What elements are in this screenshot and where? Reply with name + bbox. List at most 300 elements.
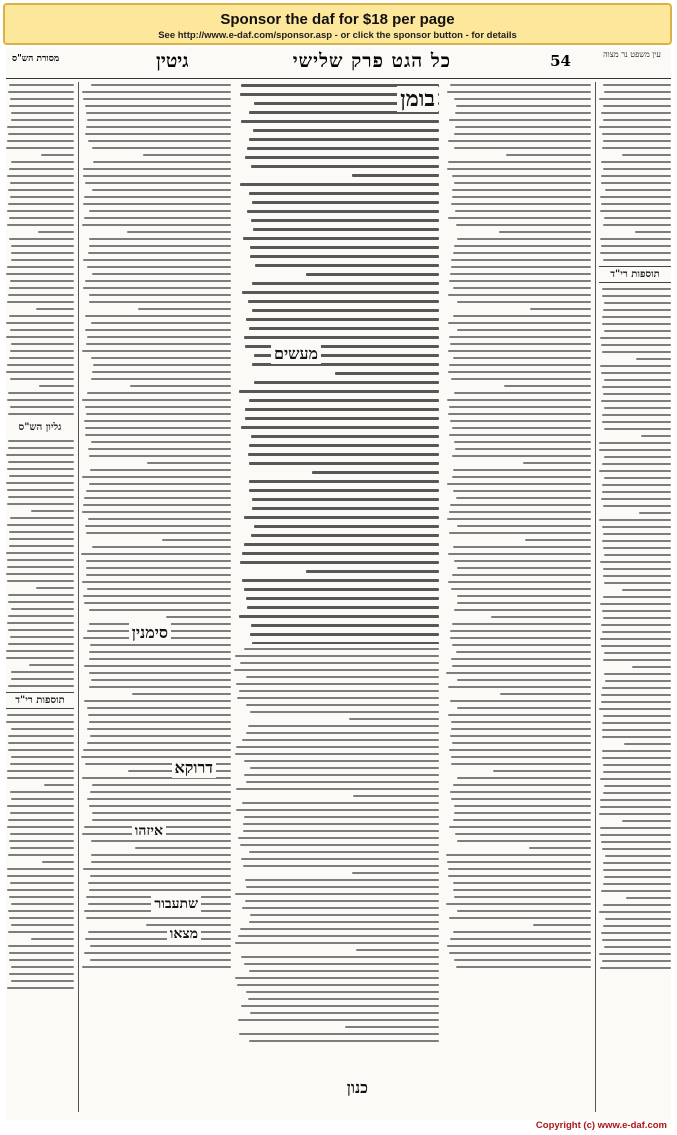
text-line xyxy=(449,336,591,338)
text-line xyxy=(451,203,591,205)
text-line xyxy=(635,231,671,233)
text-line xyxy=(601,175,671,177)
text-line xyxy=(11,161,74,163)
text-line xyxy=(601,932,671,934)
text-line xyxy=(90,791,231,793)
text-line xyxy=(11,756,74,758)
text-line xyxy=(499,231,591,233)
text-line xyxy=(601,890,671,892)
text-line xyxy=(11,903,74,905)
text-line xyxy=(240,928,439,930)
text-line xyxy=(91,378,231,380)
text-line xyxy=(604,91,671,93)
text-line xyxy=(235,893,439,895)
text-line xyxy=(601,400,671,402)
text-line xyxy=(603,771,671,773)
text-line xyxy=(235,753,439,755)
text-line xyxy=(9,475,74,477)
text-line xyxy=(600,799,671,801)
text-line xyxy=(236,746,439,748)
text-line xyxy=(243,865,439,867)
text-line xyxy=(246,704,439,706)
text-line xyxy=(82,476,231,478)
text-line xyxy=(42,861,74,863)
text-line xyxy=(252,507,439,510)
text-line xyxy=(89,455,231,457)
text-line xyxy=(250,914,439,916)
text-line xyxy=(457,679,592,681)
text-line xyxy=(599,126,671,128)
text-line xyxy=(9,959,74,961)
text-line xyxy=(449,917,591,919)
text-line xyxy=(7,266,74,268)
text-line xyxy=(88,931,231,933)
text-line xyxy=(9,917,74,919)
text-line xyxy=(626,897,671,899)
text-line xyxy=(599,708,671,710)
text-line xyxy=(601,694,671,696)
text-line xyxy=(448,581,591,583)
tractate-name: גיטין xyxy=(156,50,189,72)
text-line xyxy=(453,784,591,786)
text-line xyxy=(88,140,231,142)
text-line xyxy=(10,636,74,638)
tosafot-rid-heading-right: תוספות רי"ד xyxy=(599,266,671,283)
tosafot-column xyxy=(81,84,231,1114)
text-line xyxy=(7,580,74,582)
text-line xyxy=(454,133,591,135)
text-line xyxy=(603,533,671,535)
text-line xyxy=(449,952,591,954)
text-line xyxy=(92,819,231,821)
text-line xyxy=(448,714,591,716)
text-line xyxy=(86,532,231,534)
text-line xyxy=(10,791,74,793)
text-line xyxy=(6,482,74,484)
text-line xyxy=(250,246,439,249)
text-line xyxy=(11,671,74,673)
text-line xyxy=(245,417,439,420)
copyright-notice: Copyright (c) www.e-daf.com xyxy=(535,1120,667,1131)
text-line xyxy=(7,777,74,779)
text-line xyxy=(10,812,74,814)
text-line xyxy=(89,658,231,660)
left-margin-column xyxy=(6,84,74,1114)
text-line xyxy=(9,168,74,170)
text-line xyxy=(85,329,231,331)
text-line xyxy=(11,259,74,261)
text-line xyxy=(6,147,74,149)
text-line xyxy=(84,602,231,604)
text-line xyxy=(455,210,591,212)
text-line xyxy=(448,413,591,415)
text-line xyxy=(601,182,671,184)
text-line xyxy=(500,693,592,695)
text-line xyxy=(353,795,439,797)
text-line xyxy=(452,665,591,667)
text-line xyxy=(87,266,231,268)
rishonim-block xyxy=(234,648,439,1118)
text-line xyxy=(130,385,231,387)
text-line xyxy=(449,406,591,408)
text-line xyxy=(604,785,671,787)
text-line xyxy=(8,945,74,947)
text-line xyxy=(83,868,231,870)
text-line xyxy=(602,421,671,423)
text-line xyxy=(604,302,671,304)
text-line xyxy=(92,273,231,275)
text-line xyxy=(448,350,591,352)
text-line xyxy=(448,875,591,877)
text-line xyxy=(235,977,439,979)
page-number: 54 xyxy=(550,52,571,70)
text-line xyxy=(8,440,74,442)
text-line xyxy=(602,484,671,486)
text-line xyxy=(246,318,439,321)
text-line xyxy=(87,728,231,730)
text-line xyxy=(11,678,74,680)
text-line xyxy=(89,245,231,247)
text-line xyxy=(83,287,231,289)
text-line xyxy=(8,392,74,394)
text-line xyxy=(82,966,231,968)
text-line xyxy=(245,408,439,411)
text-line xyxy=(603,715,671,717)
text-line xyxy=(8,461,74,463)
text-line xyxy=(83,504,231,506)
text-line xyxy=(85,280,231,282)
text-line xyxy=(36,587,74,589)
text-line xyxy=(601,372,671,374)
text-line xyxy=(605,680,672,682)
text-line xyxy=(249,489,439,492)
text-line xyxy=(246,597,439,600)
text-line xyxy=(249,970,439,972)
sponsor-banner[interactable] xyxy=(3,3,672,45)
text-line xyxy=(8,854,74,856)
ein-mishpat-label: עין משפט נר מצוה xyxy=(603,50,661,59)
text-line xyxy=(251,165,439,168)
text-line xyxy=(450,938,591,940)
text-line xyxy=(601,203,671,205)
text-line xyxy=(457,329,591,331)
text-line xyxy=(602,610,671,612)
text-line xyxy=(457,238,591,240)
text-line xyxy=(602,757,671,759)
text-line xyxy=(601,112,671,114)
text-line xyxy=(10,882,74,884)
text-line xyxy=(6,454,74,456)
text-line xyxy=(451,588,591,590)
text-line xyxy=(86,574,231,576)
text-line xyxy=(639,512,671,514)
text-line xyxy=(251,219,439,222)
text-line xyxy=(451,658,591,660)
text-line xyxy=(453,931,591,933)
text-line xyxy=(88,882,231,884)
text-line xyxy=(89,889,231,891)
text-line xyxy=(456,497,591,499)
text-line xyxy=(253,228,439,231)
text-line xyxy=(7,364,74,366)
text-line xyxy=(6,573,74,575)
text-line xyxy=(251,624,439,627)
text-line xyxy=(242,739,439,741)
text-line xyxy=(6,552,74,554)
text-line xyxy=(451,259,591,261)
text-line xyxy=(85,525,231,527)
text-line xyxy=(601,645,671,647)
text-line xyxy=(90,875,231,877)
text-line xyxy=(8,447,74,449)
text-line xyxy=(603,84,671,86)
text-line xyxy=(306,570,439,573)
text-line xyxy=(450,700,591,702)
text-line xyxy=(235,655,439,657)
text-line xyxy=(450,791,591,793)
text-line xyxy=(603,617,671,619)
text-line xyxy=(603,105,671,107)
text-line xyxy=(603,568,671,570)
text-line xyxy=(600,806,671,808)
text-line xyxy=(9,105,74,107)
text-line xyxy=(89,672,231,674)
text-line xyxy=(529,847,591,849)
text-line xyxy=(251,534,439,537)
text-line xyxy=(7,468,74,470)
text-line xyxy=(244,816,439,818)
text-line xyxy=(252,201,439,204)
text-line xyxy=(239,690,439,692)
text-line xyxy=(604,582,671,584)
text-line xyxy=(244,543,439,546)
text-line xyxy=(6,322,74,324)
text-line xyxy=(453,882,591,884)
text-line xyxy=(86,413,231,415)
text-line xyxy=(90,644,231,646)
text-line xyxy=(88,252,231,254)
text-line xyxy=(603,575,671,577)
text-line xyxy=(599,911,671,913)
text-line xyxy=(8,594,74,596)
text-line xyxy=(449,119,591,121)
text-line xyxy=(306,273,439,276)
text-line xyxy=(248,998,439,1000)
text-line xyxy=(448,140,591,142)
text-line xyxy=(249,444,439,447)
text-line xyxy=(603,393,671,395)
text-line xyxy=(9,531,74,533)
text-line xyxy=(448,686,591,688)
text-line xyxy=(244,774,439,776)
text-line xyxy=(38,231,74,233)
text-line xyxy=(349,718,439,720)
text-line xyxy=(449,749,591,751)
text-line xyxy=(83,168,231,170)
text-line xyxy=(234,669,439,671)
text-line xyxy=(9,896,74,898)
text-line xyxy=(9,84,74,86)
text-line xyxy=(456,651,591,653)
text-line xyxy=(8,685,74,687)
text-line xyxy=(450,630,591,632)
text-line xyxy=(88,714,231,716)
text-line xyxy=(84,196,231,198)
text-line xyxy=(454,441,591,443)
text-line xyxy=(449,532,591,534)
text-line xyxy=(250,633,439,636)
text-line xyxy=(81,553,231,555)
text-line xyxy=(239,1033,439,1035)
text-line xyxy=(601,498,671,500)
text-line xyxy=(457,525,591,527)
text-line xyxy=(602,414,671,416)
text-line xyxy=(602,960,671,962)
text-line xyxy=(127,231,231,233)
text-line xyxy=(247,210,439,213)
text-line xyxy=(449,826,591,828)
text-line xyxy=(92,371,231,373)
text-line xyxy=(600,252,671,254)
text-line xyxy=(251,435,439,438)
text-line xyxy=(84,217,231,219)
text-line xyxy=(8,931,74,933)
text-line xyxy=(523,462,591,464)
text-line xyxy=(447,168,591,170)
text-line xyxy=(92,147,231,149)
text-line xyxy=(245,879,439,881)
text-line xyxy=(242,907,439,909)
text-line xyxy=(244,760,440,762)
text-line xyxy=(451,728,591,730)
text-line xyxy=(11,980,74,982)
text-line xyxy=(90,469,231,471)
text-line xyxy=(84,420,231,422)
text-line xyxy=(453,819,591,821)
text-line xyxy=(456,105,591,107)
text-line xyxy=(604,428,671,430)
text-line xyxy=(601,841,671,843)
text-line xyxy=(600,365,671,367)
text-line xyxy=(446,903,591,905)
text-line xyxy=(36,308,74,310)
text-line xyxy=(252,498,439,501)
text-line xyxy=(249,327,439,330)
text-line xyxy=(454,182,591,184)
text-line xyxy=(7,399,74,401)
text-line xyxy=(453,357,591,359)
text-line xyxy=(599,98,671,100)
text-line xyxy=(6,336,74,338)
text-line xyxy=(250,767,439,769)
text-line xyxy=(86,490,231,492)
text-line xyxy=(451,266,591,268)
text-line xyxy=(454,245,591,247)
text-line xyxy=(453,287,591,289)
text-line xyxy=(601,624,671,626)
text-line xyxy=(604,946,671,948)
text-line xyxy=(245,900,439,902)
text-line xyxy=(86,567,231,569)
text-line xyxy=(91,854,231,856)
text-line xyxy=(605,855,671,857)
gilyon-hashas-heading: גליון הש"ס xyxy=(18,422,62,433)
text-line xyxy=(7,868,74,870)
text-line xyxy=(451,798,591,800)
text-line xyxy=(599,470,671,472)
text-line xyxy=(248,453,439,456)
text-line xyxy=(11,798,74,800)
text-line xyxy=(241,858,439,860)
text-line xyxy=(602,133,671,135)
text-line xyxy=(9,952,74,954)
text-line xyxy=(602,722,671,724)
text-line xyxy=(252,309,439,312)
text-line xyxy=(454,392,591,394)
text-line xyxy=(242,291,439,294)
rashi-column xyxy=(446,84,591,1114)
text-line xyxy=(452,455,591,457)
opening-word: בומן xyxy=(397,86,438,112)
text-line xyxy=(84,665,231,667)
text-line xyxy=(602,295,671,297)
text-line xyxy=(87,588,231,590)
text-line xyxy=(6,371,74,373)
text-line xyxy=(453,889,591,891)
text-line xyxy=(249,138,439,141)
text-line xyxy=(453,469,591,471)
talmud-page xyxy=(6,48,671,1120)
text-line xyxy=(603,883,672,885)
text-line xyxy=(599,442,671,444)
text-line xyxy=(239,615,439,618)
text-line xyxy=(345,1026,439,1028)
text-line xyxy=(456,224,591,226)
text-line xyxy=(89,686,231,688)
text-line xyxy=(238,1019,439,1021)
text-line xyxy=(11,343,74,345)
text-line xyxy=(241,1005,439,1007)
text-line xyxy=(600,827,671,829)
text-line xyxy=(89,238,231,240)
masoret-hashas-label: מסורת הש"ס xyxy=(12,54,60,64)
page-footer xyxy=(6,1120,671,1133)
text-line xyxy=(604,477,671,479)
text-line xyxy=(454,560,591,562)
text-line xyxy=(602,316,671,318)
text-line xyxy=(603,505,671,507)
text-line xyxy=(450,735,591,737)
text-line xyxy=(453,490,591,492)
text-line xyxy=(6,657,74,659)
text-line xyxy=(454,805,591,807)
text-line xyxy=(250,255,439,258)
text-line xyxy=(31,510,74,512)
text-line xyxy=(603,119,671,121)
text-line xyxy=(39,385,74,387)
text-line xyxy=(250,1012,439,1014)
text-line xyxy=(456,966,591,968)
text-line xyxy=(84,700,231,702)
text-line xyxy=(601,245,671,247)
text-line xyxy=(450,504,591,506)
text-line xyxy=(255,264,439,267)
text-line xyxy=(246,676,439,678)
text-line xyxy=(603,904,671,906)
text-line xyxy=(8,629,74,631)
text-line xyxy=(451,756,591,758)
text-line xyxy=(252,642,439,644)
